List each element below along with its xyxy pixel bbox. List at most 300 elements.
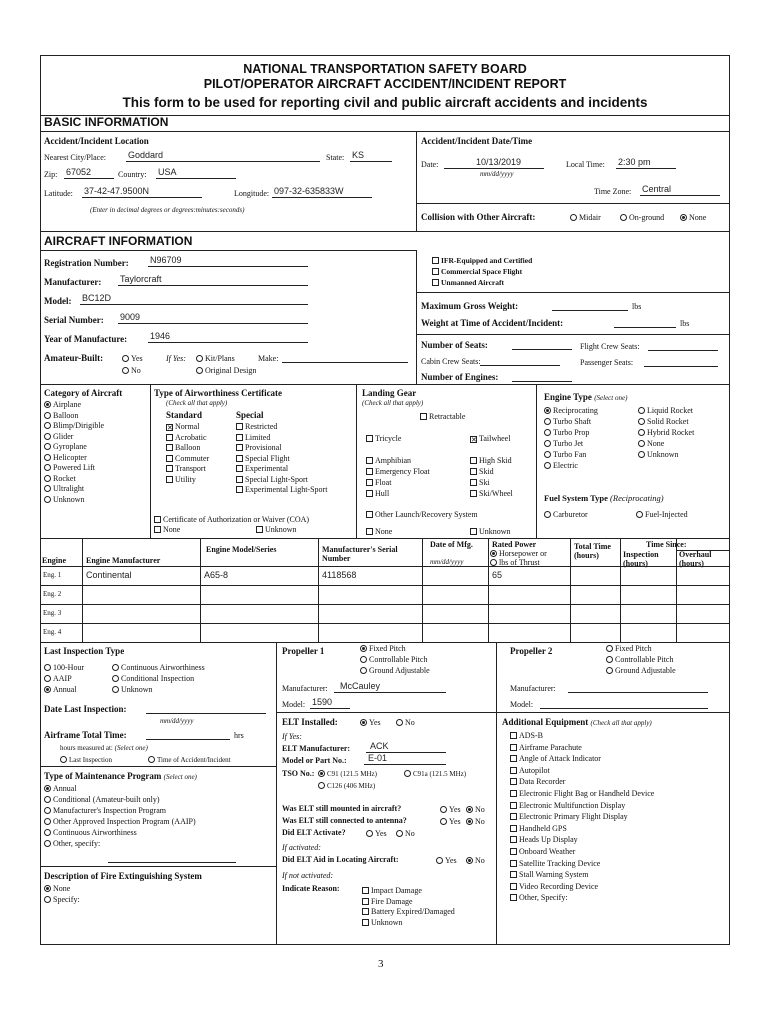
category-powered-lift[interactable]: Powered Lift <box>44 463 95 472</box>
gear-hull[interactable]: Hull <box>366 489 389 498</box>
equipment-onboard-weather[interactable]: Onboard Weather <box>510 847 575 856</box>
table-rule <box>40 585 730 586</box>
checkbox-icon <box>362 919 369 926</box>
radio-icon <box>44 443 51 450</box>
radio-icon <box>544 511 551 518</box>
engine-row-serial[interactable]: 4118568 <box>322 570 357 580</box>
insp-conditional[interactable]: Conditional Inspection <box>112 674 194 683</box>
radio-icon <box>360 667 367 674</box>
flight-crew-seats-label: Flight Crew Seats: <box>580 342 640 351</box>
radio-icon <box>636 511 643 518</box>
checkbox-icon <box>236 476 243 483</box>
table-rule <box>488 538 489 642</box>
engine-col-header: Engine <box>42 556 67 565</box>
elt-reason-impact-damage[interactable]: Impact Damage <box>362 886 422 895</box>
gear-retractable[interactable]: Retractable <box>420 412 465 421</box>
radio-icon <box>112 664 119 671</box>
checkbox-icon <box>256 526 263 533</box>
elt-aid-yes[interactable]: Yes <box>436 856 457 865</box>
checkbox-icon <box>236 444 243 451</box>
equipment-autopilot[interactable]: Autopilot <box>510 766 550 775</box>
radio-selected-icon <box>44 785 51 792</box>
hours-measured-label: hours measured at: (Select one) <box>60 744 148 752</box>
equipment-heads-up-display[interactable]: Heads Up Display <box>510 835 578 844</box>
table-rule <box>676 538 677 642</box>
equipment-airframe-parachute[interactable]: Airframe Parachute <box>510 743 582 752</box>
fire-specify[interactable]: Specify: <box>44 895 80 904</box>
radio-icon <box>112 686 119 693</box>
checkbox-icon <box>236 465 243 472</box>
special-heading: Special <box>236 410 264 420</box>
unmanned-checkbox[interactable]: Unmanned Aircraft <box>432 279 504 288</box>
equipment-handheld-gps[interactable]: Handheld GPS <box>510 824 567 833</box>
table-rule <box>620 538 621 642</box>
prop1-fixed-pitch[interactable]: Fixed Pitch <box>360 644 406 653</box>
rated-power-horsepower[interactable]: Horsepower or <box>490 549 547 558</box>
state-value[interactable]: KS <box>352 150 365 160</box>
special-provisional[interactable]: Provisional <box>236 443 281 452</box>
engine-model-col-header: Engine Model/Series <box>206 545 277 554</box>
prop2-model-label: Model: <box>510 700 534 709</box>
engine-row-label: Eng. 4 <box>43 628 62 636</box>
radio-icon <box>44 664 51 671</box>
engine-type-turbo-shaft[interactable]: Turbo Shaft <box>544 417 591 426</box>
max-gross-weight-label: Maximum Gross Weight: <box>421 301 519 311</box>
checkbox-icon <box>432 279 439 286</box>
radio-icon <box>44 454 51 461</box>
standard-heading: Standard <box>166 410 203 420</box>
gear-float[interactable]: Float <box>366 478 391 487</box>
serial-number-value[interactable]: 9009 <box>120 312 141 322</box>
maintenance-other-specify[interactable]: Other, specify: <box>44 839 100 848</box>
rated-power-col-header: Rated Power <box>492 540 537 549</box>
equipment-other-specify[interactable]: Other, Specify: <box>510 893 568 902</box>
category-blimp-dirigible[interactable]: Blimp/Dirigible <box>44 421 104 430</box>
make-label: Make: <box>258 354 279 363</box>
radio-selected-icon <box>490 550 497 557</box>
radio-icon <box>44 422 51 429</box>
checkbox-icon <box>366 511 373 518</box>
local-time-label: Local Time: <box>566 160 605 169</box>
last-inspection-heading: Last Inspection Type <box>44 646 125 656</box>
radio-icon <box>112 675 119 682</box>
coa-unknown-checkbox[interactable]: Unknown <box>256 525 297 534</box>
original-design-option[interactable]: Original Design <box>196 366 256 375</box>
elt-ifnot-label: If not activated: <box>282 871 334 880</box>
elt-tso-c126[interactable]: C126 (406 MHz) <box>318 782 375 790</box>
maintenance-continuous-airworthiness[interactable]: Continuous Airworthiness <box>44 828 137 837</box>
city-value[interactable]: Goddard <box>128 150 164 160</box>
gear-skid[interactable]: Skid <box>470 467 494 476</box>
elt-activate-no[interactable]: No <box>396 829 415 838</box>
prop2-fixed-pitch[interactable]: Fixed Pitch <box>606 644 652 653</box>
table-rule <box>570 538 571 642</box>
gear-tailwheel[interactable]: ✕ Tailwheel <box>471 434 511 444</box>
checkbox-icon <box>510 790 517 797</box>
special-experimental-light-sport[interactable]: Experimental Light-Sport <box>236 485 327 494</box>
cabin-crew-seats-label: Cabin Crew Seats: <box>421 357 481 366</box>
collision-none[interactable]: None <box>680 213 706 222</box>
engine-type-hybrid-rocket[interactable]: Hybrid Rocket <box>638 428 694 437</box>
special-special-flight[interactable]: Special Flight <box>236 454 290 463</box>
radio-selected-icon <box>44 401 51 408</box>
date-format-hint: mm/dd/yyyy <box>480 170 514 178</box>
date-value[interactable]: 10/13/2019 <box>476 157 522 167</box>
checkbox-icon <box>366 490 373 497</box>
rated-power-thrust[interactable]: lbs of Thrust <box>490 558 540 567</box>
radio-icon <box>638 429 645 436</box>
radio-icon <box>196 367 203 374</box>
radio-icon <box>44 675 51 682</box>
elt-mounted-yes[interactable]: Yes <box>440 805 461 814</box>
radio-icon <box>606 645 613 652</box>
country-value[interactable]: USA <box>158 167 177 177</box>
radio-icon <box>440 818 447 825</box>
gear-high-skid[interactable]: High Skid <box>470 456 512 465</box>
radio-icon <box>440 806 447 813</box>
prop2-controllable-pitch[interactable]: Controllable Pitch <box>606 655 673 664</box>
engine-type-none[interactable]: None <box>638 439 664 448</box>
table-rule <box>422 538 423 642</box>
country-label: Country: <box>118 170 147 179</box>
fuel-carburetor[interactable]: Carburetor <box>544 510 588 519</box>
gear-ski[interactable]: Ski <box>470 478 490 487</box>
page-number: 3 <box>378 958 384 970</box>
weight-at-accident-label: Weight at Time of Accident/Incident: <box>421 318 564 328</box>
coa-none-checkbox[interactable]: None <box>154 525 180 534</box>
collision-onground[interactable]: On-ground <box>620 213 664 222</box>
radio-icon <box>360 656 367 663</box>
equipment-electronic-multifunction-display[interactable]: Electronic Multifunction Display <box>510 801 625 810</box>
checkbox-icon <box>510 860 517 867</box>
category-ultralight[interactable]: Ultralight <box>44 484 84 493</box>
radio-selected-icon <box>544 407 551 414</box>
year-label: Year of Manufacture: <box>44 334 128 344</box>
equipment-ads-b[interactable]: ADS-B <box>510 731 543 740</box>
insp-unknown[interactable]: Unknown <box>112 685 153 694</box>
commercial-space-checkbox[interactable]: Commercial Space Flight <box>432 268 522 277</box>
equipment-electronic-flight-bag-or-handheld-device[interactable]: Electronic Flight Bag or Handheld Device <box>510 789 654 798</box>
radio-icon <box>396 830 403 837</box>
category-glider[interactable]: Glider <box>44 432 73 441</box>
elt-mounted-no[interactable]: No <box>466 805 485 814</box>
checkbox-icon <box>236 486 243 493</box>
kit-plans-option[interactable]: Kit/Plans <box>196 354 235 363</box>
overhaul-hours-col-header: Overhaul (hours) <box>679 550 712 569</box>
equipment-satellite-tracking-device[interactable]: Satellite Tracking Device <box>510 859 600 868</box>
insp-continuous[interactable]: Continuous Airworthiness <box>112 663 205 672</box>
elt-manufacturer-label: ELT Manufacturer: <box>282 744 351 753</box>
elt-reason-battery-expired-damaged[interactable]: Battery Expired/Damaged <box>362 907 455 916</box>
radio-icon <box>606 656 613 663</box>
checkbox-icon <box>510 755 517 762</box>
checkbox-icon <box>236 434 243 441</box>
radio-icon <box>490 559 497 566</box>
form-title: PILOT/OPERATOR AIRCRAFT ACCIDENT/INCIDENT REPORT <box>203 77 567 91</box>
maintenance-other-approved-inspection-program-aaip[interactable]: Other Approved Inspection Program (AAIP) <box>44 817 196 826</box>
engine-type-reciprocating[interactable]: Reciprocating <box>544 406 598 415</box>
date-label: Date: <box>421 160 439 169</box>
elt-installed-yes[interactable]: Yes <box>360 718 381 727</box>
radio-selected-icon <box>680 214 687 221</box>
gear-emergency-float[interactable]: Emergency Float <box>366 467 430 476</box>
radio-icon <box>404 770 411 777</box>
elt-manufacturer-value[interactable]: ACK <box>370 741 389 751</box>
prop1-manufacturer-value[interactable]: McCauley <box>340 681 381 691</box>
category-gyroplane[interactable]: Gyroplane <box>44 442 87 451</box>
engine-date-format: mm/dd/yyyy <box>430 558 464 566</box>
latitude-label: Latitude: <box>44 189 73 198</box>
landing-gear-heading: Landing Gear <box>362 388 417 398</box>
registration-value[interactable]: N96709 <box>150 255 182 265</box>
category-unknown[interactable]: Unknown <box>44 495 85 504</box>
coa-checkbox[interactable]: Certificate of Authorization or Waiver (COA) <box>154 515 309 524</box>
category-heading: Category of Aircraft <box>44 388 123 398</box>
equipment-stall-warning-system[interactable]: Stall Warning System <box>510 870 588 879</box>
standard-acrobatic[interactable]: Acrobatic <box>166 433 207 442</box>
checkbox-icon <box>470 528 477 535</box>
engine-serial-col-header: Manufacturer's Serial Number <box>322 545 398 564</box>
checkbox-icon <box>432 257 439 264</box>
special-experimental[interactable]: Experimental <box>236 464 288 473</box>
category-airplane[interactable]: Airplane <box>44 400 81 409</box>
registration-label: Registration Number: <box>44 258 129 268</box>
gear-tricycle[interactable]: Tricycle <box>366 434 401 443</box>
prop1-manufacturer-label: Manufacturer: <box>282 684 328 693</box>
elt-reason-unknown[interactable]: Unknown <box>362 918 403 927</box>
state-label: State: <box>326 153 345 162</box>
gear-unknown[interactable]: Unknown <box>470 527 511 536</box>
checkbox-icon <box>470 457 477 464</box>
maintenance-manufacturer-s-inspection-program[interactable]: Manufacturer's Inspection Program <box>44 806 166 815</box>
gear-none[interactable]: None <box>366 527 392 536</box>
radio-icon <box>570 214 577 221</box>
elt-connected-yes[interactable]: Yes <box>440 817 461 826</box>
max-gross-weight-unit: lbs <box>632 302 642 311</box>
table-rule <box>40 623 730 624</box>
radio-selected-icon <box>466 857 473 864</box>
prop2-ground-adjustable[interactable]: Ground Adjustable <box>606 666 676 675</box>
amateur-built-label: Amateur-Built: <box>44 353 104 363</box>
radio-icon <box>638 418 645 425</box>
manufacturer-value[interactable]: Taylorcraft <box>120 274 162 284</box>
fire-extinguishing-heading: Description of Fire Extinguishing System <box>44 871 202 881</box>
radio-icon <box>122 367 129 374</box>
gear-ski-wheel[interactable]: Ski/Wheel <box>470 489 513 498</box>
propeller-1-heading: Propeller 1 <box>282 646 325 656</box>
radio-icon <box>396 719 403 726</box>
local-time-value[interactable]: 2:30 pm <box>618 157 651 167</box>
gear-other-launch[interactable]: Other Launch/Recovery System <box>366 510 478 519</box>
checkbox-icon <box>366 457 373 464</box>
elt-connected-no[interactable]: No <box>466 817 485 826</box>
amateur-yes[interactable]: Yes <box>122 354 143 363</box>
number-of-engines-label: Number of Engines: <box>421 372 499 382</box>
engine-row-label: Eng. 3 <box>43 609 62 617</box>
checkbox-icon <box>366 435 373 442</box>
checkbox-icon <box>362 898 369 905</box>
zip-value[interactable]: 67052 <box>66 167 92 177</box>
elt-reason-fire-damage[interactable]: Fire Damage <box>362 897 413 906</box>
elt-ifactivated-label: If activated: <box>282 843 321 852</box>
radio-icon <box>122 355 129 362</box>
fuel-system-heading: Fuel System Type (Reciprocating) <box>544 493 664 503</box>
radio-icon <box>60 756 67 763</box>
manufacturer-label: Manufacturer: <box>44 277 102 287</box>
longitude-value[interactable]: 097-32-635833W <box>274 186 344 196</box>
checkbox-icon <box>510 848 517 855</box>
measured-time-accident[interactable]: Time of Accident/Incident <box>148 756 231 764</box>
checkbox-icon <box>366 479 373 486</box>
insp-aaip[interactable]: AAIP <box>44 674 72 683</box>
checkbox-icon <box>166 434 173 441</box>
checkbox-icon <box>510 825 517 832</box>
radio-icon <box>544 429 551 436</box>
special-limited[interactable]: Limited <box>236 433 270 442</box>
elt-model-value[interactable]: E-01 <box>368 753 388 763</box>
engine-type-liquid-rocket[interactable]: Liquid Rocket <box>638 406 693 415</box>
checkbox-icon <box>154 526 161 533</box>
date-last-inspection-label: Date Last Inspection: <box>44 704 127 714</box>
prop2-manufacturer-label: Manufacturer: <box>510 684 556 693</box>
section-aircraft-information: AIRCRAFT INFORMATION <box>44 234 193 248</box>
checkbox-icon <box>154 516 161 523</box>
airworthiness-heading: Type of Airworthiness Certificate <box>154 388 283 398</box>
amateur-no[interactable]: No <box>122 366 141 375</box>
engine-type-electric[interactable]: Electric <box>544 461 578 470</box>
radio-icon <box>544 451 551 458</box>
prop1-ground-adjustable[interactable]: Ground Adjustable <box>360 666 430 675</box>
checkbox-icon <box>236 423 243 430</box>
engine-row-rated-power[interactable]: 65 <box>492 570 503 580</box>
elt-model-label: Model or Part No.: <box>282 756 347 765</box>
table-rule <box>82 538 83 642</box>
insp-annual[interactable]: Annual <box>44 685 77 694</box>
radio-icon <box>44 485 51 492</box>
engine-type-turbo-prop[interactable]: Turbo Prop <box>544 428 589 437</box>
engine-row-label: Eng. 2 <box>43 590 62 598</box>
checkbox-icon <box>470 468 477 475</box>
inspection-date-format: mm/dd/yyyy <box>160 717 194 725</box>
equipment-data-recorder[interactable]: Data Recorder <box>510 777 565 786</box>
radio-icon <box>44 807 51 814</box>
time-zone-label: Time Zone: <box>594 187 632 196</box>
elt-mounted-label: Was ELT still mounted in aircraft? <box>282 804 402 813</box>
checkbox-icon <box>510 767 517 774</box>
checkbox-icon <box>470 479 477 486</box>
time-since-header: Time Since: <box>646 540 687 549</box>
engine-row-model[interactable]: A65-8 <box>204 570 229 580</box>
equipment-video-recording-device[interactable]: Video Recording Device <box>510 882 598 891</box>
latitude-value[interactable]: 37-42-47.9500N <box>84 186 150 196</box>
time-zone-value[interactable]: Central <box>642 184 672 194</box>
model-label: Model: <box>44 296 72 306</box>
radio-selected-icon <box>44 686 51 693</box>
engine-type-unknown[interactable]: Unknown <box>638 450 679 459</box>
radio-icon <box>606 667 613 674</box>
elt-tso-label: TSO No.: <box>282 769 315 778</box>
checkbox-icon <box>362 887 369 894</box>
fire-none[interactable]: None <box>44 884 70 893</box>
checkbox-icon <box>432 268 439 275</box>
standard-utility[interactable]: Utility <box>166 475 196 484</box>
radio-icon <box>436 857 443 864</box>
maintenance-annual[interactable]: Annual <box>44 784 77 793</box>
weight-at-accident-unit: lbs <box>680 319 690 328</box>
elt-activate-yes[interactable]: Yes <box>366 829 387 838</box>
coordinate-note: (Enter in decimal degrees or degrees:minutes:seconds) <box>90 206 245 214</box>
measured-last-inspection[interactable]: Last Inspection <box>60 756 112 764</box>
airframe-hrs-unit: hrs <box>234 731 244 740</box>
fuel-injected[interactable]: Fuel-Injected <box>636 510 688 519</box>
engine-row-manufacturer[interactable]: Continental <box>86 570 132 580</box>
category-balloon[interactable]: Balloon <box>44 411 78 420</box>
amateur-ifyes-label: If Yes: <box>166 354 186 363</box>
propeller-2-heading: Propeller 2 <box>510 646 553 656</box>
category-rocket[interactable]: Rocket <box>44 474 76 483</box>
elt-tso-c91a[interactable]: C91a (121.5 MHz) <box>404 770 466 778</box>
checkbox-icon <box>420 413 427 420</box>
elt-aid-no[interactable]: No <box>466 856 485 865</box>
checkbox-icon <box>510 732 517 739</box>
elt-ifyes-label: If Yes: <box>282 732 302 741</box>
airworthiness-note: (Check all that apply) <box>166 399 228 407</box>
radio-icon <box>44 475 51 482</box>
engine-type-solid-rocket[interactable]: Solid Rocket <box>638 417 689 426</box>
prop1-model-value[interactable]: 1590 <box>312 697 333 707</box>
radio-icon <box>44 496 51 503</box>
ifr-checkbox[interactable]: IFR-Equipped and Certified <box>432 257 532 266</box>
radio-icon <box>44 433 51 440</box>
radio-icon <box>196 355 203 362</box>
form-subtitle: This form to be used for reporting civil and public aircraft accidents and incidents <box>122 95 648 110</box>
engine-date-col-header: Date of Mfg. <box>430 540 473 549</box>
special-restricted[interactable]: Restricted <box>236 422 277 431</box>
standard-balloon[interactable]: Balloon <box>166 443 200 452</box>
model-value[interactable]: BC12D <box>82 293 112 303</box>
equipment-electronic-primary-flight-display[interactable]: Electronic Primary Flight Display <box>510 812 628 821</box>
zip-label: Zip: <box>44 170 58 179</box>
elt-reason-label: Indicate Reason: <box>282 884 340 893</box>
radio-icon <box>148 756 155 763</box>
form-agency-title: NATIONAL TRANSPORTATION SAFETY BOARD <box>243 62 527 76</box>
elt-installed-no[interactable]: No <box>396 718 415 727</box>
category-helicopter[interactable]: Helicopter <box>44 453 87 462</box>
prop1-controllable-pitch[interactable]: Controllable Pitch <box>360 655 427 664</box>
checkbox-icon <box>510 802 517 809</box>
standard-transport[interactable]: Transport <box>166 464 206 473</box>
insp-100-hour[interactable]: 100-Hour <box>44 663 84 672</box>
maintenance-conditional-amateur-built-only[interactable]: Conditional (Amateur-built only) <box>44 795 160 804</box>
engine-type-turbo-jet[interactable]: Turbo Jet <box>544 439 583 448</box>
engine-type-heading: Engine Type (Select one) <box>544 392 628 402</box>
elt-tso-c91[interactable]: C91 (121.5 MHz) <box>318 770 377 778</box>
collision-midair[interactable]: Midair <box>570 213 601 222</box>
equipment-angle-of-attack-indicator[interactable]: Angle of Attack Indicator <box>510 754 601 763</box>
radio-icon <box>544 462 551 469</box>
standard-commuter[interactable]: Commuter <box>166 454 209 463</box>
radio-icon <box>318 782 325 789</box>
radio-icon <box>44 896 51 903</box>
special-special-light-sport[interactable]: Special Light-Sport <box>236 475 308 484</box>
passenger-seats-label: Passenger Seats: <box>580 358 634 367</box>
gear-amphibian[interactable]: Amphibian <box>366 456 411 465</box>
year-value[interactable]: 1946 <box>150 331 171 341</box>
standard-normal[interactable]: ✕ Normal <box>167 422 200 432</box>
radio-icon <box>44 796 51 803</box>
engine-type-turbo-fan[interactable]: Turbo Fan <box>544 450 586 459</box>
checkbox-icon <box>470 490 477 497</box>
